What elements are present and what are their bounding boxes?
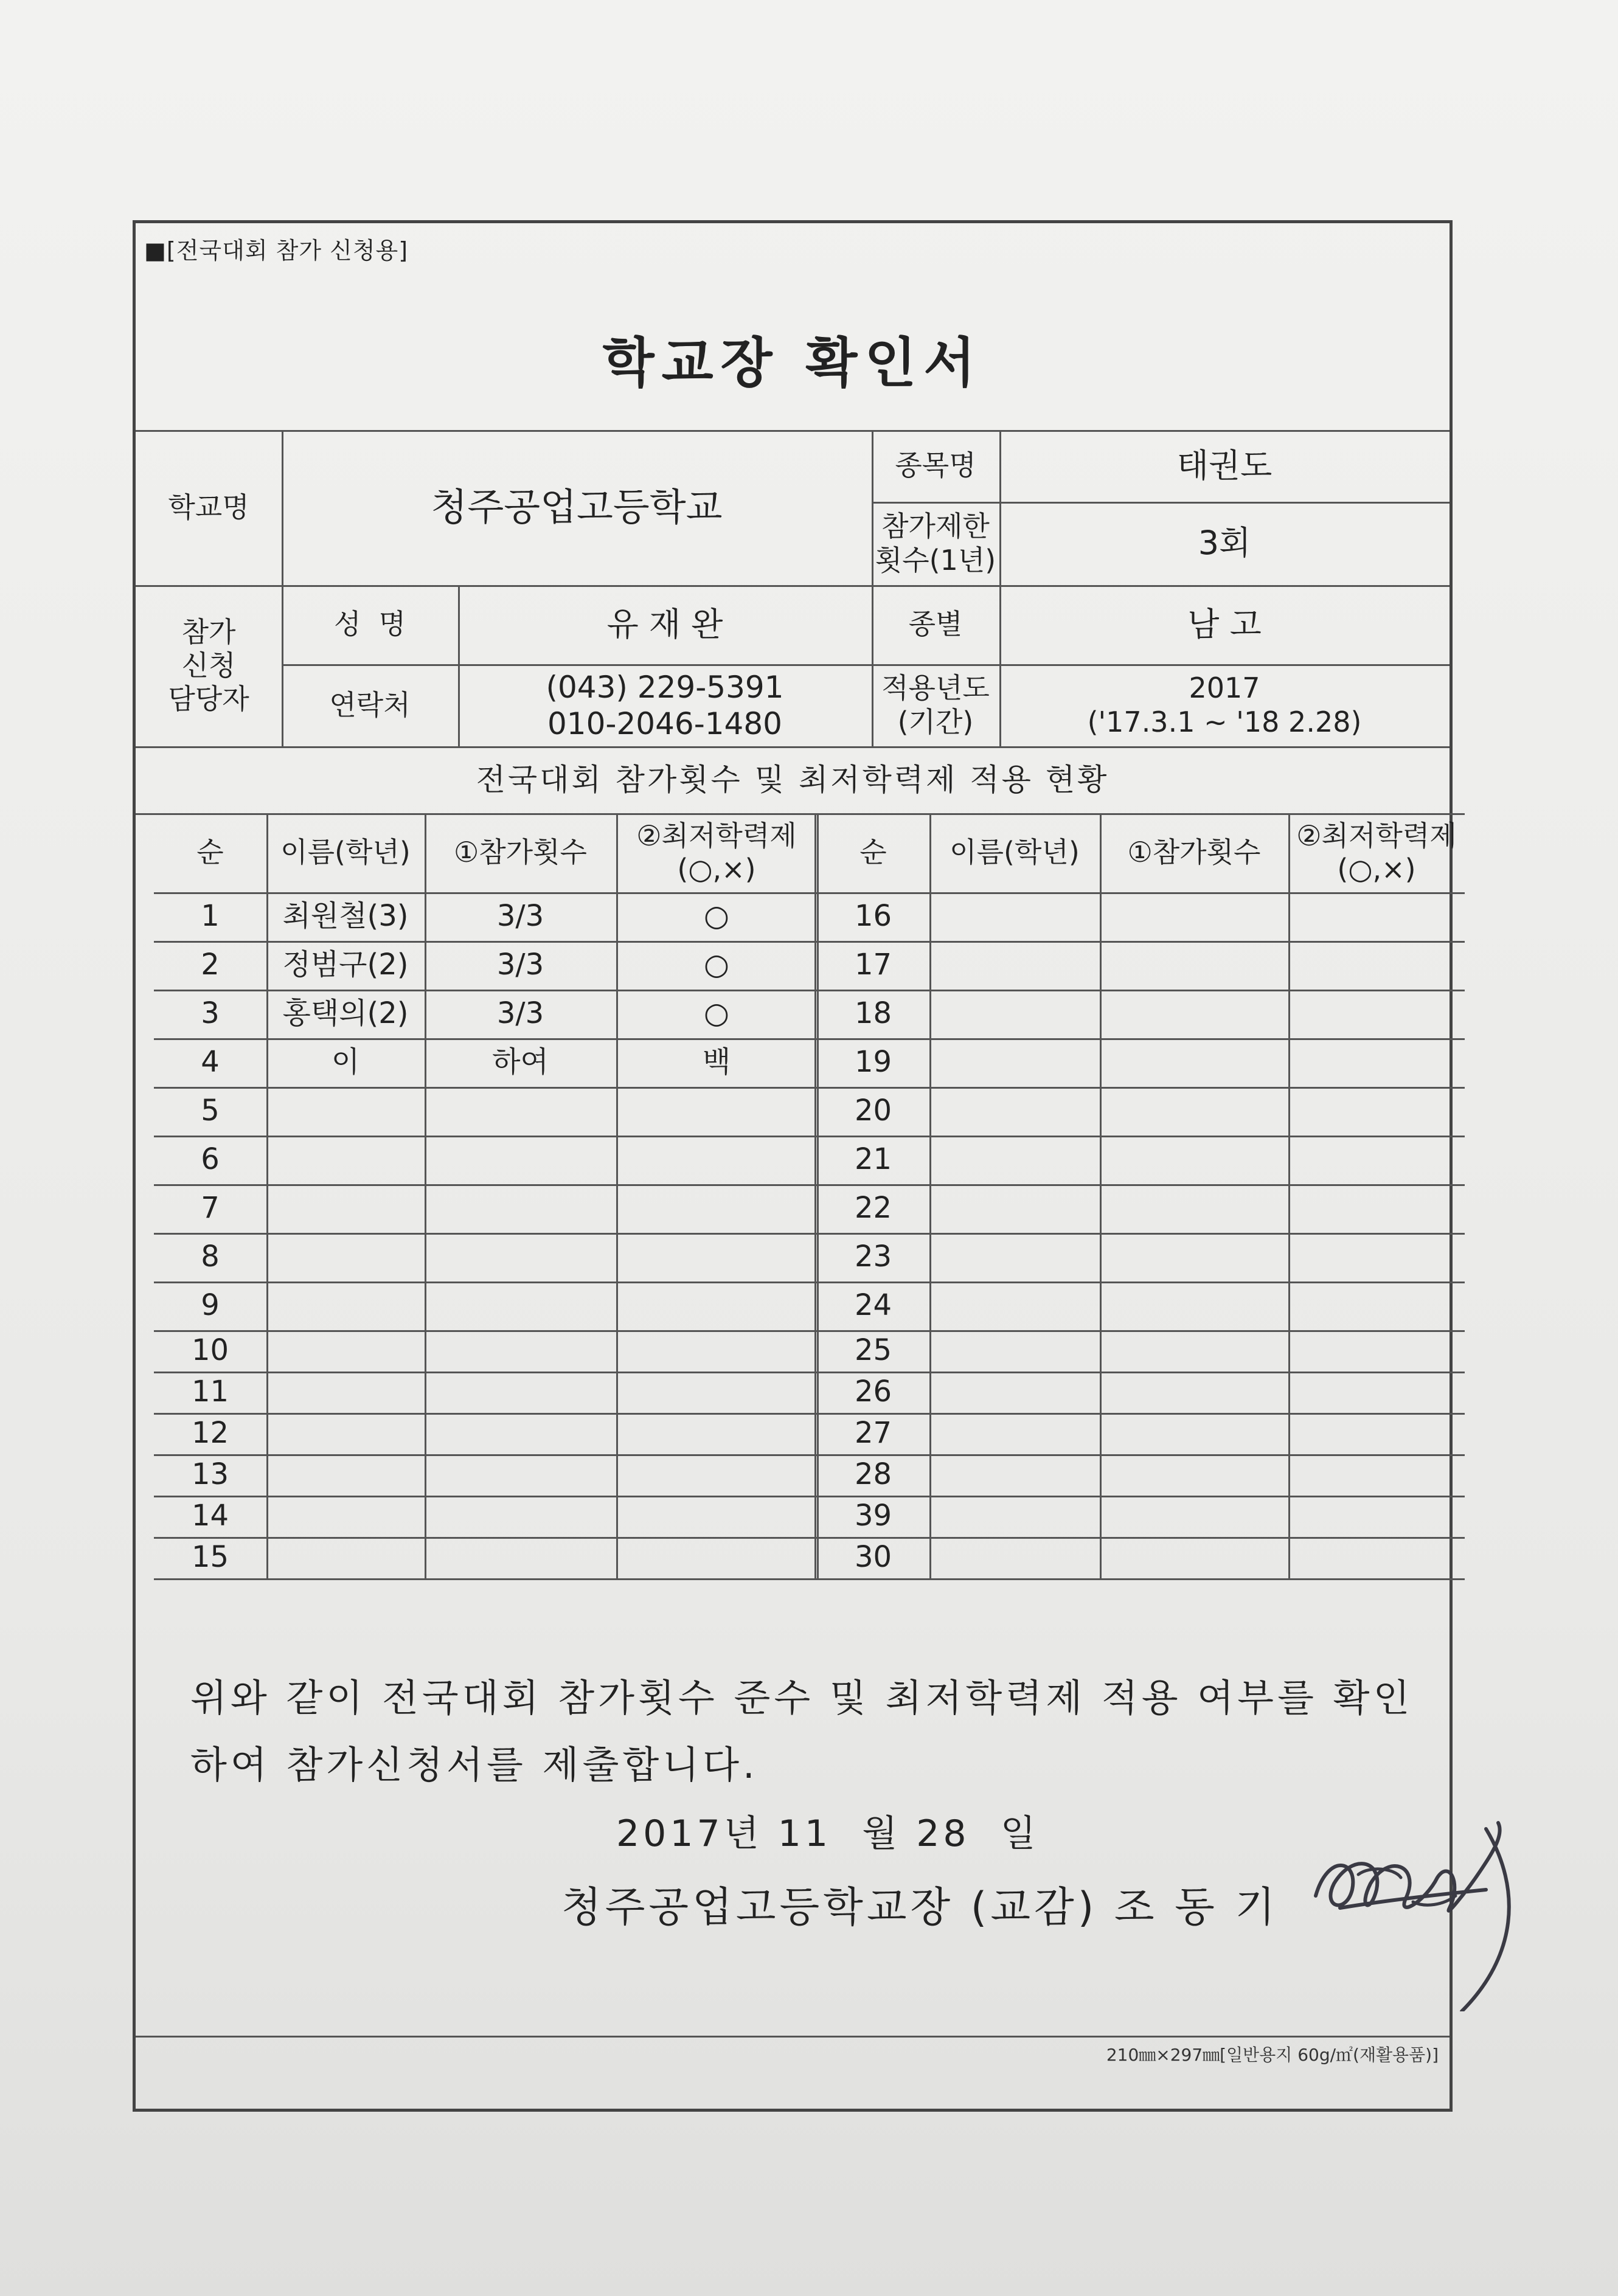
row-name: 정범구(2) [282, 948, 409, 982]
row-seq: 15 [191, 1540, 229, 1575]
header-min-academic-line2: (○,×) [1337, 853, 1416, 886]
row-min-academic: ○ [704, 899, 729, 934]
statement-line1: 위와 같이 전국대회 참가횟수 준수 및 최저학력제 적용 여부를 확인 [190, 1676, 1414, 1720]
row-seq: 1 [201, 899, 220, 934]
form-usage-note: ■[전국대회 참가 신청용] [144, 237, 409, 264]
row-seq: 2 [201, 948, 220, 982]
header-seq: 순 [196, 836, 224, 869]
applicant-contact-label-line3: 담당자 [168, 682, 249, 716]
row-seq: 10 [191, 1333, 229, 1368]
row-name [266, 1233, 425, 1282]
row-seq: 7 [201, 1191, 220, 1226]
header-min-academic-line1: ②최저학력제 [636, 819, 797, 852]
school-name-label: 학교명 [168, 490, 249, 524]
row-seq: 11 [191, 1375, 229, 1409]
participation-status-table [154, 813, 1465, 1578]
row-seq: 14 [191, 1499, 229, 1533]
row-participation-count [425, 1233, 616, 1282]
row-participation-count [425, 1330, 616, 1372]
row-seq: 19 [854, 1045, 892, 1080]
row-seq: 18 [854, 996, 892, 1031]
table-line [154, 1578, 1465, 1580]
row-seq: 5 [201, 1094, 220, 1128]
office-phone: (043) 229-5391 [546, 669, 784, 705]
row-seq: 3 [201, 996, 220, 1031]
paper-spec-footer: 210㎜×297㎜[일반용지 60g/㎡(재활용품)] [1106, 2045, 1439, 2065]
applicable-year-label-line2: (기간) [897, 705, 974, 738]
row-seq: 21 [854, 1142, 892, 1177]
header-min-academic [616, 813, 817, 892]
header-participation-count: ①참가횟수 [454, 836, 587, 869]
mobile-phone: 010-2046-1480 [547, 706, 782, 741]
row-seq: 20 [854, 1094, 892, 1128]
event-value: 태권도 [1176, 446, 1273, 485]
row-participation-count [425, 1413, 616, 1454]
row-seq: 26 [854, 1375, 892, 1409]
row-name: 이 [331, 1045, 360, 1080]
row-name: 최원철(3) [282, 899, 409, 934]
participation-limit-label-line1: 참가제한 [881, 510, 990, 543]
row-min-academic [616, 1537, 817, 1578]
row-participation-count [425, 1184, 616, 1233]
row-min-academic [616, 1184, 817, 1233]
row-participation-count: 3/3 [496, 996, 544, 1031]
row-name [266, 1087, 425, 1136]
applicable-year-label [872, 664, 999, 746]
applicable-year: 2017 [1189, 671, 1260, 705]
row-participation-count [425, 1496, 616, 1537]
row-participation-count [425, 1282, 616, 1330]
header-name: 이름(학년) [280, 836, 411, 869]
applicable-year-value [999, 664, 1450, 746]
row-seq: 39 [854, 1499, 892, 1533]
row-participation-count [425, 1136, 616, 1184]
row-seq: 24 [854, 1288, 892, 1323]
row-seq: 30 [854, 1540, 892, 1575]
table-line [1100, 813, 1102, 1578]
school-name-value: 청주공업고등학교 [431, 485, 723, 530]
row-seq: 13 [191, 1457, 229, 1492]
footer-divider [136, 2036, 1450, 2038]
table-line [929, 813, 931, 1578]
statement-line2: 하여 참가신청서를 제출합니다. [190, 1743, 759, 1787]
row-name: 홍택의(2) [282, 996, 409, 1031]
event-label: 종목명 [895, 449, 976, 482]
row-min-academic: 백 [702, 1045, 731, 1080]
row-min-academic [616, 1372, 817, 1413]
row-participation-count: 3/3 [496, 899, 544, 934]
row-participation-count [425, 1537, 616, 1578]
row-seq: 23 [854, 1240, 892, 1274]
contact-name-label: 성 명 [333, 608, 406, 641]
row-seq: 16 [854, 899, 892, 934]
row-seq: 9 [201, 1288, 220, 1323]
header-min-academic-line1: ②최저학력제 [1296, 819, 1457, 852]
document-title: 학교장 확인서 [602, 331, 983, 394]
row-min-academic [616, 1136, 817, 1184]
confirmation-statement [190, 1665, 1456, 1798]
row-seq: 17 [854, 948, 892, 982]
row-name [266, 1537, 425, 1578]
table-line [1288, 813, 1290, 1578]
header-participation-count: ①참가횟수 [1127, 836, 1261, 869]
contact-name-value: 유 재 완 [606, 605, 723, 643]
handwritten-signature [1304, 1817, 1529, 2011]
row-seq: 28 [854, 1457, 892, 1492]
category-label: 종별 [908, 608, 963, 641]
row-min-academic [616, 1496, 817, 1537]
row-seq: 27 [854, 1416, 892, 1451]
participation-limit-label [872, 502, 999, 585]
applicant-contact-label-line2: 신청 [181, 648, 236, 682]
header-seq: 순 [859, 836, 887, 869]
row-min-academic: ○ [704, 948, 729, 982]
row-min-academic [616, 1454, 817, 1496]
row-participation-count [425, 1087, 616, 1136]
row-name [266, 1330, 425, 1372]
row-min-academic [616, 1087, 817, 1136]
row-min-academic [616, 1282, 817, 1330]
row-seq: 4 [201, 1045, 220, 1080]
row-min-academic [616, 1233, 817, 1282]
header-min-academic [1288, 813, 1465, 892]
row-name [266, 1282, 425, 1330]
confirmation-form [133, 220, 1457, 2112]
header-name: 이름(학년) [950, 836, 1080, 869]
row-name [266, 1184, 425, 1233]
applicant-contact-label-line1: 참가 [181, 615, 236, 648]
row-participation-count: 하여 [492, 1045, 549, 1080]
applicant-contact-label [136, 585, 282, 746]
row-seq: 6 [201, 1142, 220, 1177]
row-seq: 12 [191, 1416, 229, 1451]
principal-signer: 청주공업고등학교장 (교감) 조 동 기 [561, 1884, 1279, 1932]
row-name [266, 1372, 425, 1413]
submission-date: 2017년 11 월 28 일 [616, 1812, 1040, 1855]
category-value: 남 고 [1187, 605, 1262, 643]
row-participation-count [425, 1454, 616, 1496]
row-min-academic [616, 1413, 817, 1454]
row-name [266, 1136, 425, 1184]
row-name [266, 1413, 425, 1454]
participation-limit-value: 3회 [1198, 524, 1251, 563]
applicable-period: ('17.3.1 ~ '18 2.28) [1087, 705, 1362, 738]
participation-limit-label-line2: 횟수(1년) [875, 543, 996, 577]
row-min-academic: ○ [704, 996, 729, 1031]
phone-label: 연락처 [329, 688, 411, 721]
row-seq: 22 [854, 1191, 892, 1226]
status-section-title: 전국대회 참가횟수 및 최저학력제 적용 현황 [476, 762, 1109, 797]
row-seq: 8 [201, 1240, 220, 1274]
row-participation-count [425, 1372, 616, 1413]
row-seq: 25 [854, 1333, 892, 1368]
row-name [266, 1454, 425, 1496]
row-participation-count: 3/3 [496, 948, 544, 982]
header-min-academic-line2: (○,×) [677, 853, 756, 886]
row-min-academic [616, 1330, 817, 1372]
row-name [266, 1496, 425, 1537]
phone-values [458, 664, 872, 746]
applicable-year-label-line1: 적용년도 [881, 671, 990, 705]
